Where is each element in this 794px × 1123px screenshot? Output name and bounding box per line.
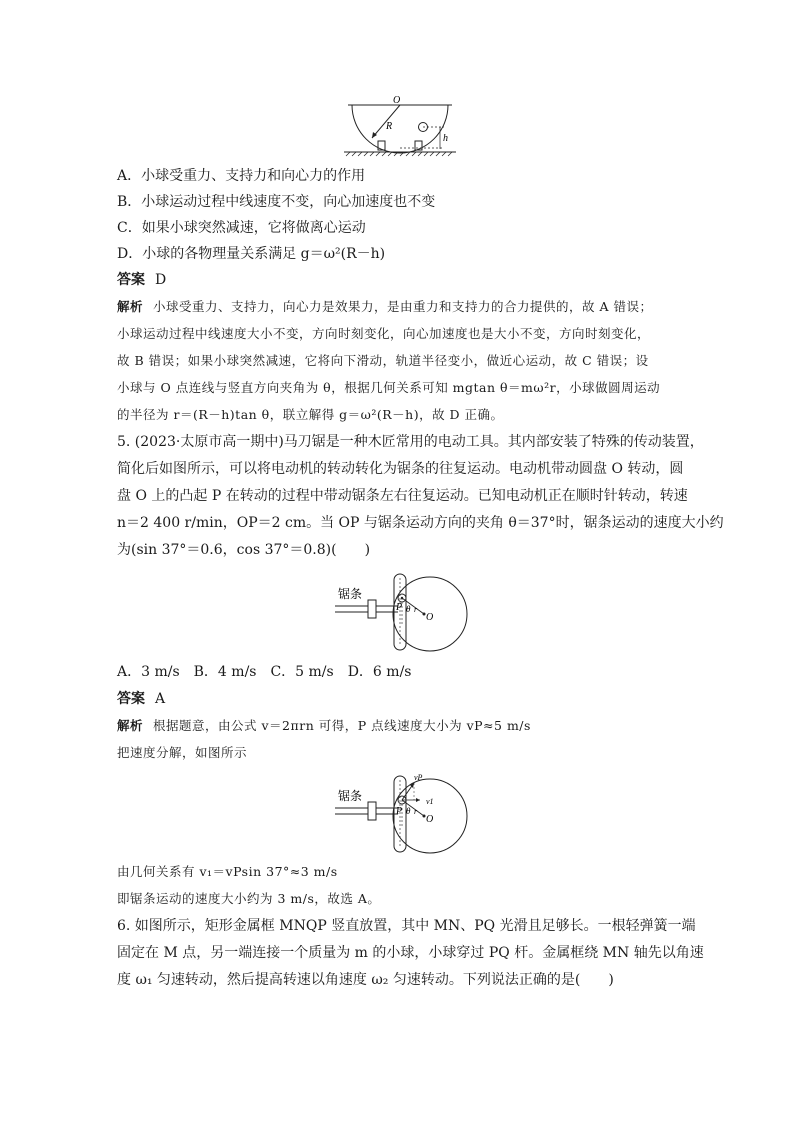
q4-option-b: B．小球运动过程中线速度不变，向心加速度也不变 bbox=[117, 194, 436, 210]
answer-value: D bbox=[155, 272, 167, 288]
q5-stem-line-4: n＝2 400 r/min，OP＝2 cm。当 OP 与锯条运动方向的夹角 θ＝37°时，锯条运动的速度大小约 bbox=[117, 515, 724, 531]
label-saw: 锯条 bbox=[338, 789, 363, 803]
q6-stem-line-1: 6. 如图所示，矩形金属框 MNQP 竖直放置，其中 MN、PQ 光滑且足够长。一根轻弹簧一端 bbox=[117, 918, 696, 934]
label-p: P bbox=[396, 806, 403, 817]
answer-label: 答案 bbox=[117, 272, 145, 288]
velocity-decomposition-figure bbox=[330, 770, 470, 854]
q5-analysis-line-1: 解析 根据题意，由公式 v＝2πrn 可得，P 点线速度大小为 vP≈5 m/s bbox=[117, 718, 531, 733]
label-theta: θ bbox=[406, 806, 411, 816]
label-r2: r bbox=[414, 605, 418, 614]
q5-analysis-line-2: 把速度分解，如图所示 bbox=[117, 745, 248, 760]
q6-stem-line-3: 度 ω₁ 匀速转动，然后提高转速以角速度 ω₂ 匀速转动。下列说法正确的是( ) bbox=[117, 972, 614, 988]
label-saw: 锯条 bbox=[338, 587, 363, 601]
label-h: h bbox=[443, 133, 448, 144]
label-o2: O bbox=[426, 612, 434, 623]
q4-analysis-line-2: 小球运动过程中线速度大小不变，方向时刻变化，向心加速度也是大小不变，方向时刻变化， bbox=[117, 326, 651, 341]
q4-answer bbox=[117, 270, 166, 290]
q5-stem-line-2: 简化后如图所示，可以将电动机的转动转化为锯条的往复运动。电动机带动圆盘 O 转动，圆 bbox=[117, 461, 684, 477]
analysis-label: 解析 bbox=[117, 299, 144, 314]
q5-answer bbox=[117, 689, 165, 709]
q4-analysis-line-1: 解析 小球受重力、支持力，向心力是效果力，是由重力和支持力的合力提供的，故 A 错误； bbox=[117, 299, 653, 314]
saw-mechanism-figure bbox=[330, 572, 470, 652]
q4-analysis-line-4: 小球与 O 点连线与竖直方向夹角为 θ，根据几何关系可知 mgtan θ＝mω²r，小球做圆周运动 bbox=[117, 380, 661, 395]
q5-analysis-line-3: 由几何关系有 v₁＝vPsin 37°≈3 m/s bbox=[117, 864, 338, 879]
label-r: R bbox=[386, 121, 393, 132]
answer-value: A bbox=[155, 691, 166, 707]
q4-option-d: D．小球的各物理量关系满足 g＝ω²(R－h) bbox=[117, 246, 386, 262]
q4-option-c: C．如果小球突然减速，它将做离心运动 bbox=[117, 220, 366, 236]
label-p: P bbox=[396, 602, 403, 613]
q5-stem-line-5: 为(sin 37°＝0.6，cos 37°＝0.8)( ) bbox=[117, 542, 371, 558]
label-vp: vP bbox=[414, 773, 423, 782]
label-r2: r bbox=[414, 807, 418, 816]
label-v1: v1 bbox=[426, 797, 434, 806]
q5-stem-line-1: 5. (2023·太原市高一期中)马刀锯是一种木匠常用的电动工具。其内部安装了特殊的传动装置， bbox=[117, 434, 704, 450]
q5-stem-line-3: 盘 O 上的凸起 P 在转动的过程中带动锯条左右往复运动。已知电动机正在顺时针转动，转速 bbox=[117, 488, 688, 504]
answer-label: 答案 bbox=[117, 691, 145, 707]
q5-options: A．3 m/s B．4 m/s C．5 m/s D．6 m/s bbox=[117, 664, 412, 680]
q4-analysis-line-5: 的半径为 r＝(R－h)tan θ，联立解得 g＝ω²(R－h)，故 D 正确。 bbox=[117, 407, 504, 422]
bowl-figure bbox=[340, 92, 460, 160]
q6-stem-line-2: 固定在 M 点，另一端连接一个质量为 m 的小球，小球穿过 PQ 杆。金属框绕 MN 轴先以角速 bbox=[117, 945, 704, 961]
q4-analysis-line-3: 故 B 错误；如果小球突然减速，它将向下滑动，轨道半径变小，做近心运动，故 C 错误；设 bbox=[117, 353, 649, 368]
q5-analysis-line-4: 即锯条运动的速度大小约为 3 m/s，故选 A。 bbox=[117, 891, 381, 906]
analysis-label: 解析 bbox=[117, 718, 144, 733]
label-o: O bbox=[393, 95, 401, 106]
q4-option-a: A．小球受重力、支持力和向心力的作用 bbox=[117, 168, 366, 184]
label-o2: O bbox=[426, 814, 434, 825]
label-theta: θ bbox=[406, 604, 411, 614]
